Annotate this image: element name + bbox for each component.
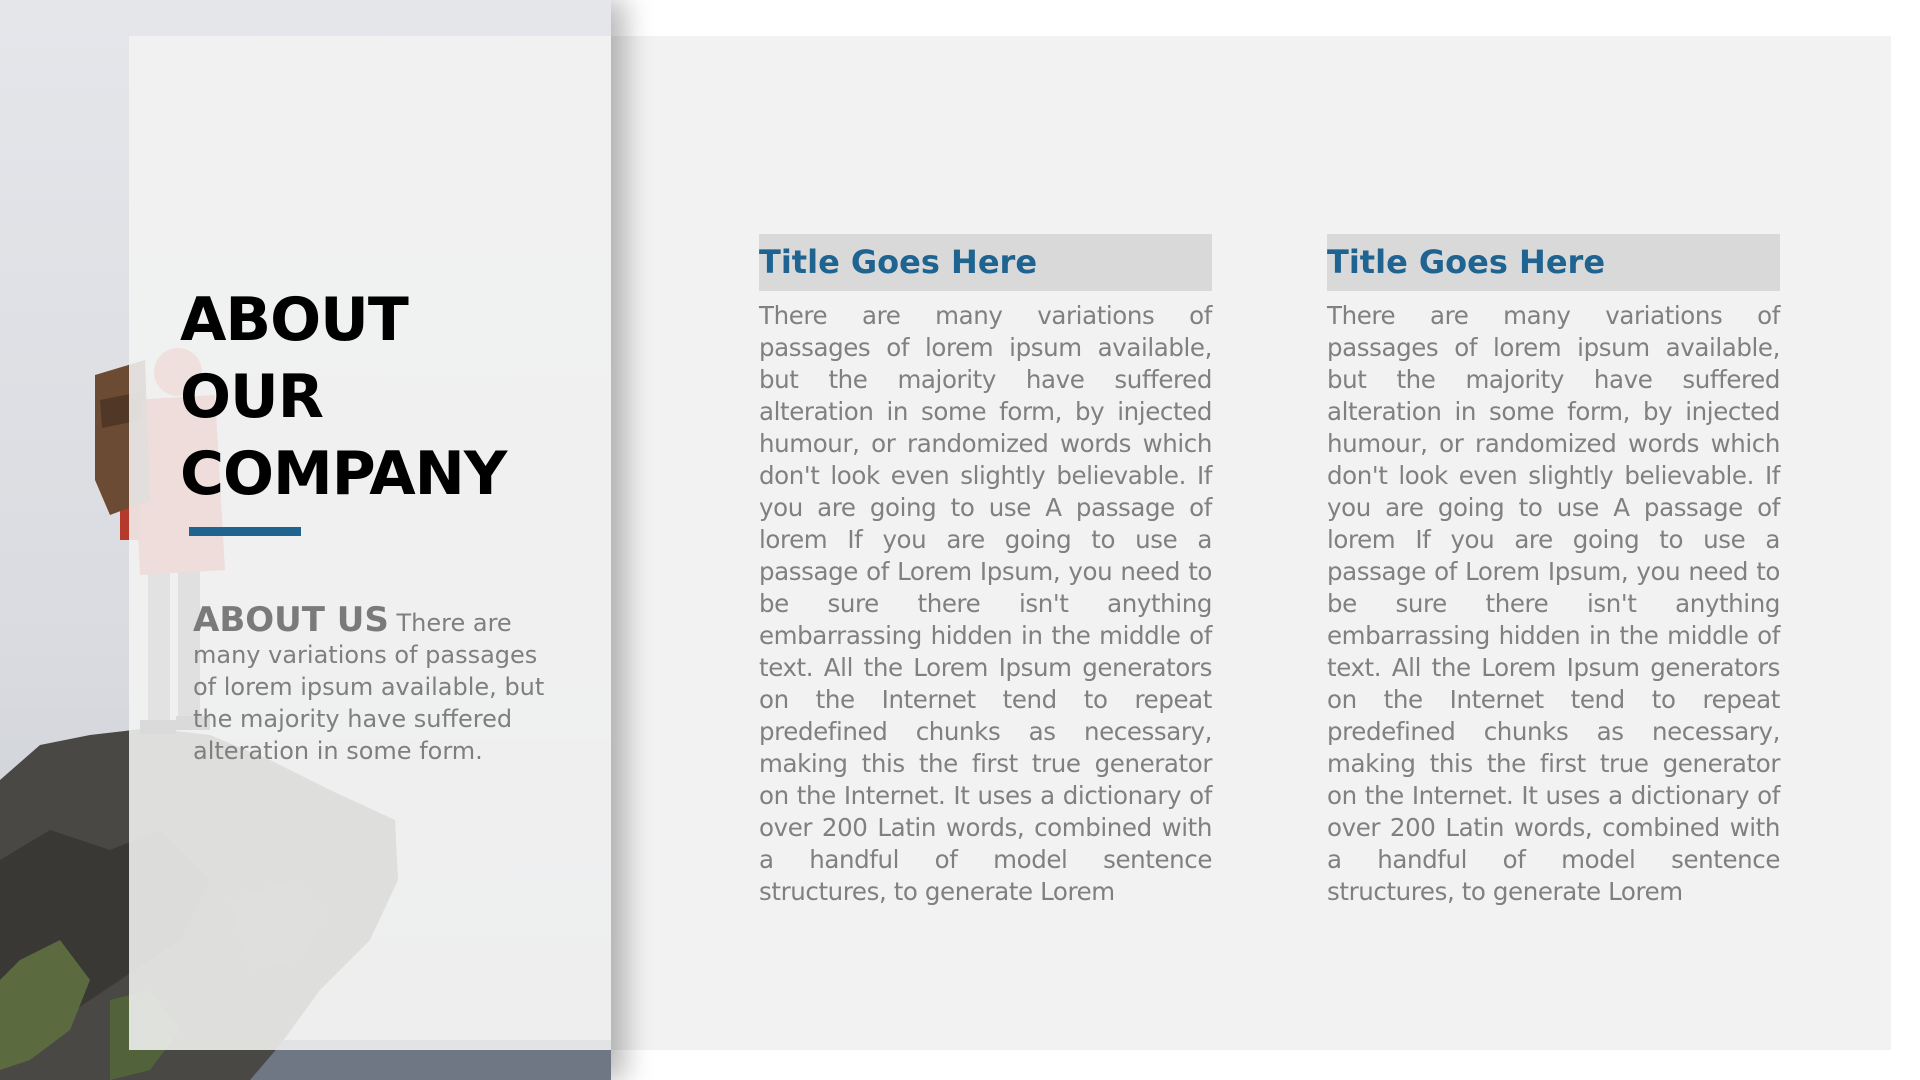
about-card [129,36,611,1050]
about-us-text: There are many variations of passages of lorem ipsum available, but the majority have suffered alteration in some form. [193,609,545,765]
content-column-2 [1327,234,1780,908]
title-line: OUR [180,362,323,432]
content-column-1 [759,234,1212,908]
column-title: Title Goes Here [1327,234,1780,291]
about-us-paragraph [193,600,553,767]
title-line: COMPANY [180,439,507,509]
page-title [180,282,506,513]
column-body: There are many variations of passages of lorem ipsum available, but the majority have suffered alteration in some form, by injected humour, or randomized words which don't look even slightly believable. If you are going to use A passage of lorem If you are going to use a passage of Lorem Ipsum, you need to be sure there isn't anything embarrassing hidden in the middle of text. All the Lorem Ipsum generators on the Internet tend to repeat predefined chunks as necessary, making this the first true generator on the Internet. It uses a dictionary of over 200 Latin words, combined with a handful of model sentence structures, to generate Lorem [759,301,1212,906]
column-body: There are many variations of passages of lorem ipsum available, but the majority have suffered alteration in some form, by injected humour, or randomized words which don't look even slightly believable. If you are going to use A passage of lorem If you are going to use a passage of Lorem Ipsum, you need to be sure there isn't anything embarrassing hidden in the middle of text. All the Lorem Ipsum generators on the Internet tend to repeat predefined chunks as necessary, making this the first true generator on the Internet. It uses a dictionary of over 200 Latin words, combined with a handful of model sentence structures, to generate Lorem [1327,301,1780,906]
about-us-lead: ABOUT US [193,600,389,640]
title-line: ABOUT [180,285,408,355]
column-title: Title Goes Here [759,234,1212,291]
title-accent-bar [189,527,301,536]
